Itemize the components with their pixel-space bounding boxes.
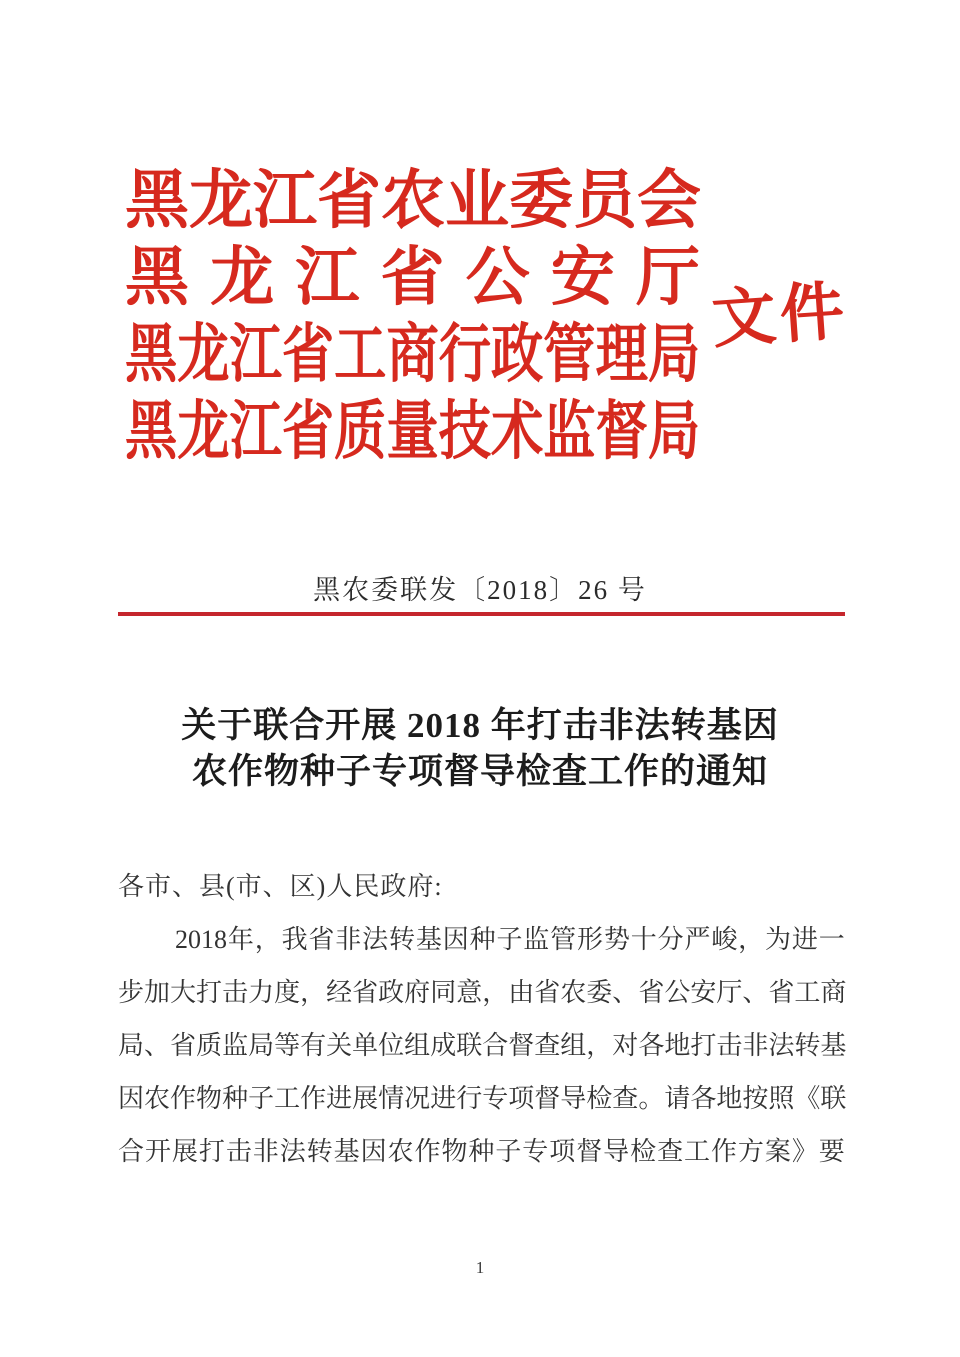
agency-name-public-security-department: 黑 龙 江 省 公 安 厅 [125,241,700,313]
document-reference-number: 黑农委联发〔2018〕26 号 [313,575,647,605]
document-title [0,703,960,795]
body-line-3: 局 、 省 质 监 局 等 有 关 单 位 组 成 联 合 督 查 组 ， 对 各 地 打 击 非 法 转 基 [118,1030,847,1060]
agency-name-industry-commerce-bureau: 黑 龙 江 省 工 商 行 政 管 理 局 [125,318,701,390]
body-line-5: 合 开 展 打 击 非 法 转 基 因 农 作 物 种 子 专 项 督 导 检 查 工 作 方 案 》 要 [118,1136,845,1166]
title-line-2: 农作物种子专项督导检查工作的通知 [191,752,768,791]
document-body [118,860,845,1178]
document-type-label: 文件 [709,275,851,356]
body-line-2: 步 加 大 打 击 力 度 ， 经 省 政 府 同 意 ， 由 省 农 委 、 省 公 安 厅 、 省 工 商 [118,977,847,1007]
title-line-1: 关于联合开展 2018 年打击非法转基因 [181,706,779,745]
red-divider-line [118,612,845,616]
body-line-4: 因 农 作 物 种 子 工 作 进 展 情 况 进 行 专 项 督 导 检 查 。 请 各 地 按 照 《 联 [118,1083,847,1113]
letterhead-agency-list [125,162,700,470]
body-line-1: 2018 年 ， 我 省 非 法 转 基 因 种 子 监 管 形 势 十 分 严 峻 ， 为 进 一 [175,924,845,954]
agency-name-agriculture-committee: 黑 龙 江 省 农 业 委 员 会 [125,164,701,236]
agency-name-quality-supervision-bureau: 黑 龙 江 省 质 量 技 术 监 督 局 [125,395,701,467]
salutation-line: 各市、县(市、区)人民政府: [118,872,443,901]
page-number: 1 [475,1258,485,1277]
